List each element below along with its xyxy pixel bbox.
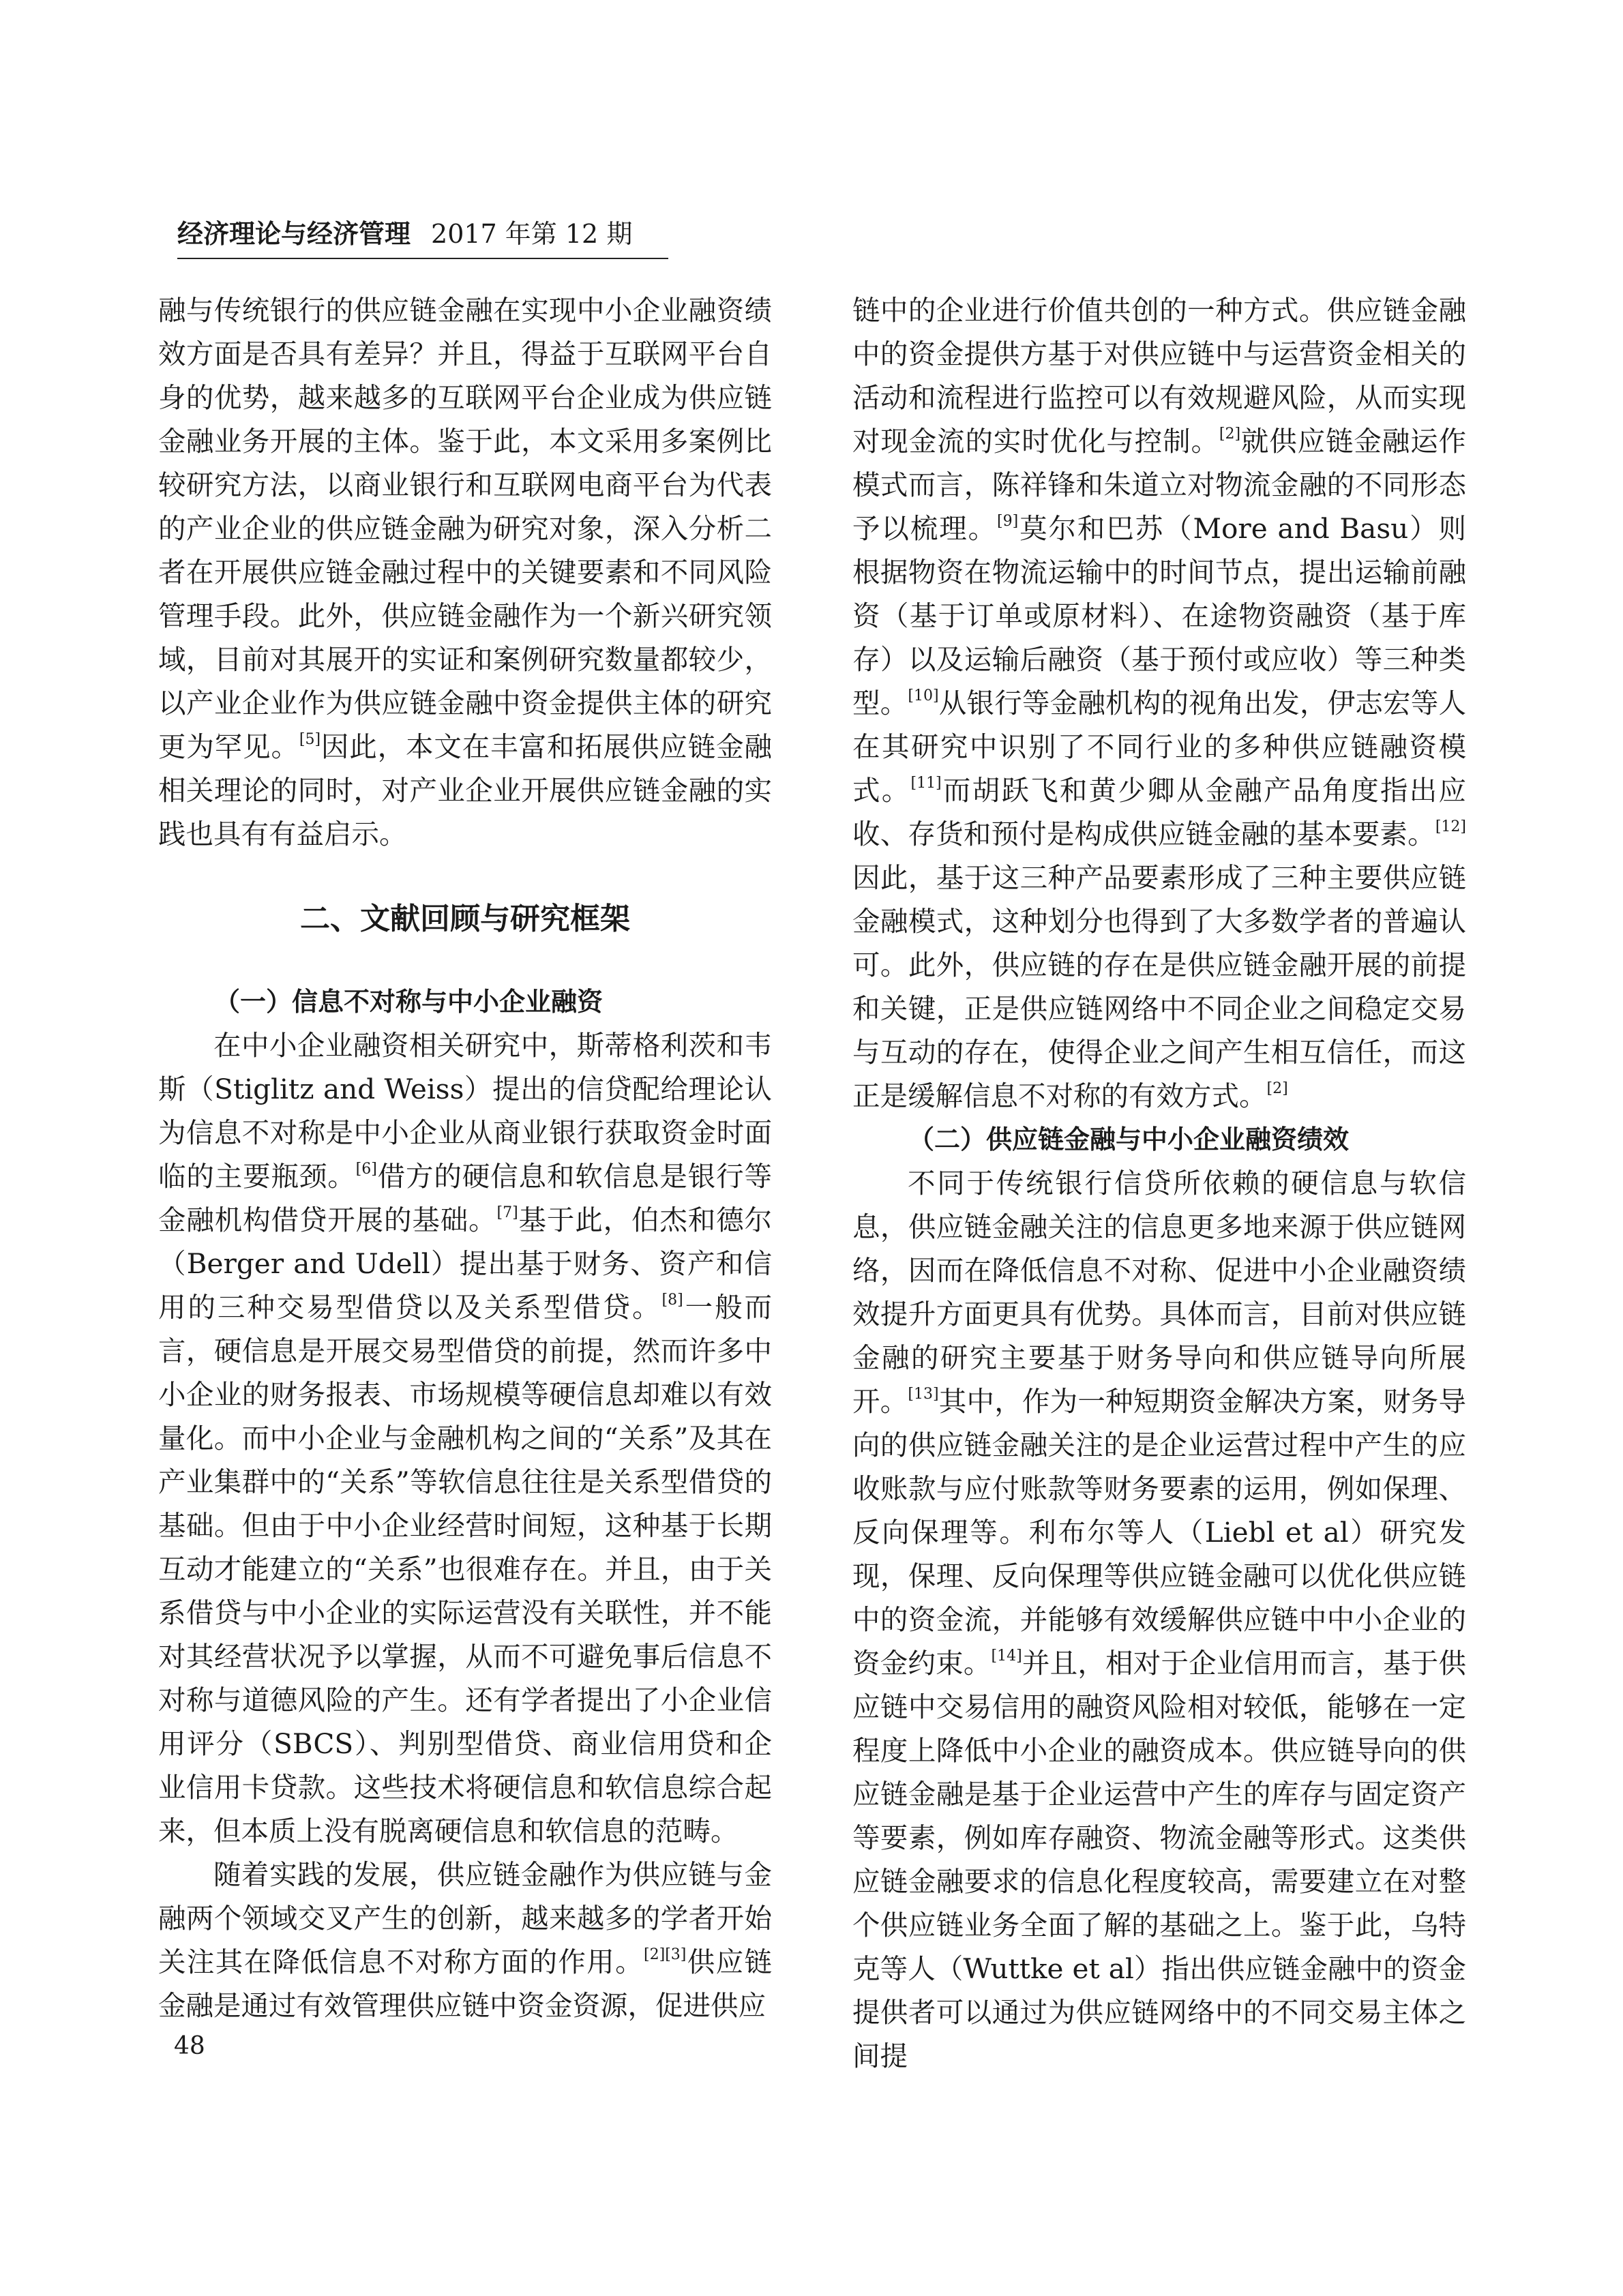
paragraph [852,288,1466,1118]
citation: [7] [496,1204,518,1221]
text: 莫尔和巴苏（More and Basu）则根据物资在物流运输中的时间节点，提出运输前融资（基于订单或原材料）、在途物资融资（基于库存）以及运输后融资（基于预付或应收）等三种类型。 [852,512,1467,719]
text: 就供应链金融运作模式而言，陈祥锋和朱道立对物流金融的不同形态予以梳理。 [852,425,1467,545]
text: 融与传统银行的供应链金融在实现中小企业融资绩效方面是否具有差异？并且，得益于互联网平台自身的优势，越来越多的互联网平台企业成为供应链金融业务开展的主体。鉴于此，本文采用多案例比较研究方法，以商业银行和互联网电商平台为代表的产业企业的供应链金融为研究对象，深入分析二者在开展供应链金融过程中的关键要素和不同风险管理手段。此外，供应链金融作为一个新兴研究领域，目前对其展开的实证和案例研究数量都较少，以产业企业作为供应链金融中资金提供主体的研究更为罕见。 [158,294,772,763]
paragraph [158,1853,772,2027]
text: 链中的企业进行价值共创的一种方式。供应链金融中的资金提供方基于对供应链中与运营资金相关的活动和流程进行监控可以有效规避风险，从而实现对现金流的实时优化与控制。 [852,294,1466,458]
subsection-title: （一）信息不对称与中小企业融资 [214,987,604,1017]
citation: [2] [1266,1080,1288,1097]
right-column [852,288,1466,2078]
running-header [177,217,668,259]
text: 而胡跃飞和黄少卿从金融产品角度指出应收、存货和预付是构成供应链金融的基本要素。 [852,774,1467,850]
text: 在中小企业融资相关研究中，斯蒂格利茨和韦斯（Stiglitz and Weiss）提出的信贷配给理论认为信息不对称是中小企业从商业银行获取资金时面临的主要瓶颈。 [158,1029,772,1193]
citation: [6] [355,1161,377,1178]
text: 不同于传统银行信贷所依赖的硬信息与软信息，供应链金融关注的信息更多地来源于供应链网络，因而在降低信息不对称、促进中小企业融资绩效提升方面更具有优势。具体而言，目前对供应链金融的研究主要基于财务导向和供应链导向所展开。 [852,1167,1466,1418]
page-number: 48 [174,2032,205,2060]
citation: [14] [991,1648,1022,1665]
text: 基于此，伯杰和德尔（Berger and Udell）提出基于财务、资产和信用的三种交易型借贷以及关系型借贷。 [158,1204,773,1324]
journal-name: 经济理论与经济管理 [177,219,411,249]
citation: [12] [1435,818,1466,835]
issue-label: 2017 年第 12 期 [431,219,633,249]
left-column [158,288,772,2027]
text: 其中，作为一种短期资金解决方案，财务导向的供应链金融关注的是企业运营过程中产生的应收账款与应付账款等财务要素的运用，例如保理、反向保理等。利布尔等人（Liebl et al）研究发现，保理、反向保理等供应链金融可以优化供应链中的资金流，并能够有效缓解供应链中中小企业的资金约束。 [852,1385,1467,1680]
text: 因此，基于这三种产品要素形成了三种主要供应链金融模式，这种划分也得到了大多数学者的普遍认可。此外，供应链的存在是供应链金融开展的前提和关键，正是供应链网络中不同企业之间稳定交易与互动的存在，使得企业之间产生相互信任，而这正是缓解信息不对称的有效方式。 [852,861,1466,1112]
subsection-title: （二）供应链金融与中小企业融资绩效 [908,1124,1350,1154]
citation: [2] [1219,426,1241,443]
text: 因此，本文在丰富和拓展供应链金融相关理论的同时，对产业企业开展供应链金融的实践也具有有益启示。 [158,730,773,850]
paragraph [158,1024,772,1853]
citation: [10] [908,687,939,704]
citation: [11] [910,775,942,792]
citation: [13] [908,1386,939,1403]
section-title: 二、文献回顾与研究框架 [300,901,630,936]
citation: [9] [997,513,1019,530]
text: 从银行等金融机构的视角出发，伊志宏等人在其研究中识别了不同行业的多种供应链融资模式。 [852,687,1467,807]
text: 供应链金融是通过有效管理供应链中资金资源，促进供应 [158,1945,773,2022]
text: 并且，相对于企业信用而言，基于供应链中交易信用的融资风险相对较低，能够在一定程度上降低中小企业的融资成本。供应链导向的供应链金融是基于企业运营中产生的库存与固定资产等要素，例如库存融资、物流金融等形式。这类供应链金融要求的信息化程度较高，需要建立在对整个供应链业务全面了解的基础之上。鉴于此，乌特克等人（Wuttke et al）指出供应链金融中的资金提供者可以通过为供应链网络中的不同交易主体之间提 [852,1647,1466,2072]
citation: [2][3] [644,1946,687,1963]
text: 随着实践的发展，供应链金融作为供应链与金融两个领域交叉产生的创新，越来越多的学者开始关注其在降低信息不对称方面的作用。 [158,1858,772,1978]
citation: [8] [661,1292,683,1309]
text: 借方的硬信息和软信息是银行等金融机构借贷开展的基础。 [158,1160,772,1236]
citation: [5] [299,731,321,748]
paragraph [852,1161,1466,2078]
text: 一般而言，硬信息是开展交易型借贷的前提，然而许多中小企业的财务报表、市场规模等硬信息却难以有效量化。而中小企业与金融机构之间的“关系”及其在产业集群中的“关系”等软信息往往是关系型借贷的基础。但由于中小企业经营时间短，这种基于长期互动才能建立的“关系”也很难存在。并且，由于关系借贷与中小企业的实际运营没有关联性，并不能对其经营状况予以掌握，从而不可避免事后信息不对称与道德风险的产生。还有学者提出了小企业信用评分（SBCS）、判别型借贷、商业信用贷和企业信用卡贷款。这些技术将硬信息和软信息综合起来，但本质上没有脱离硬信息和软信息的范畴。 [158,1291,773,1847]
paragraph [158,288,772,856]
